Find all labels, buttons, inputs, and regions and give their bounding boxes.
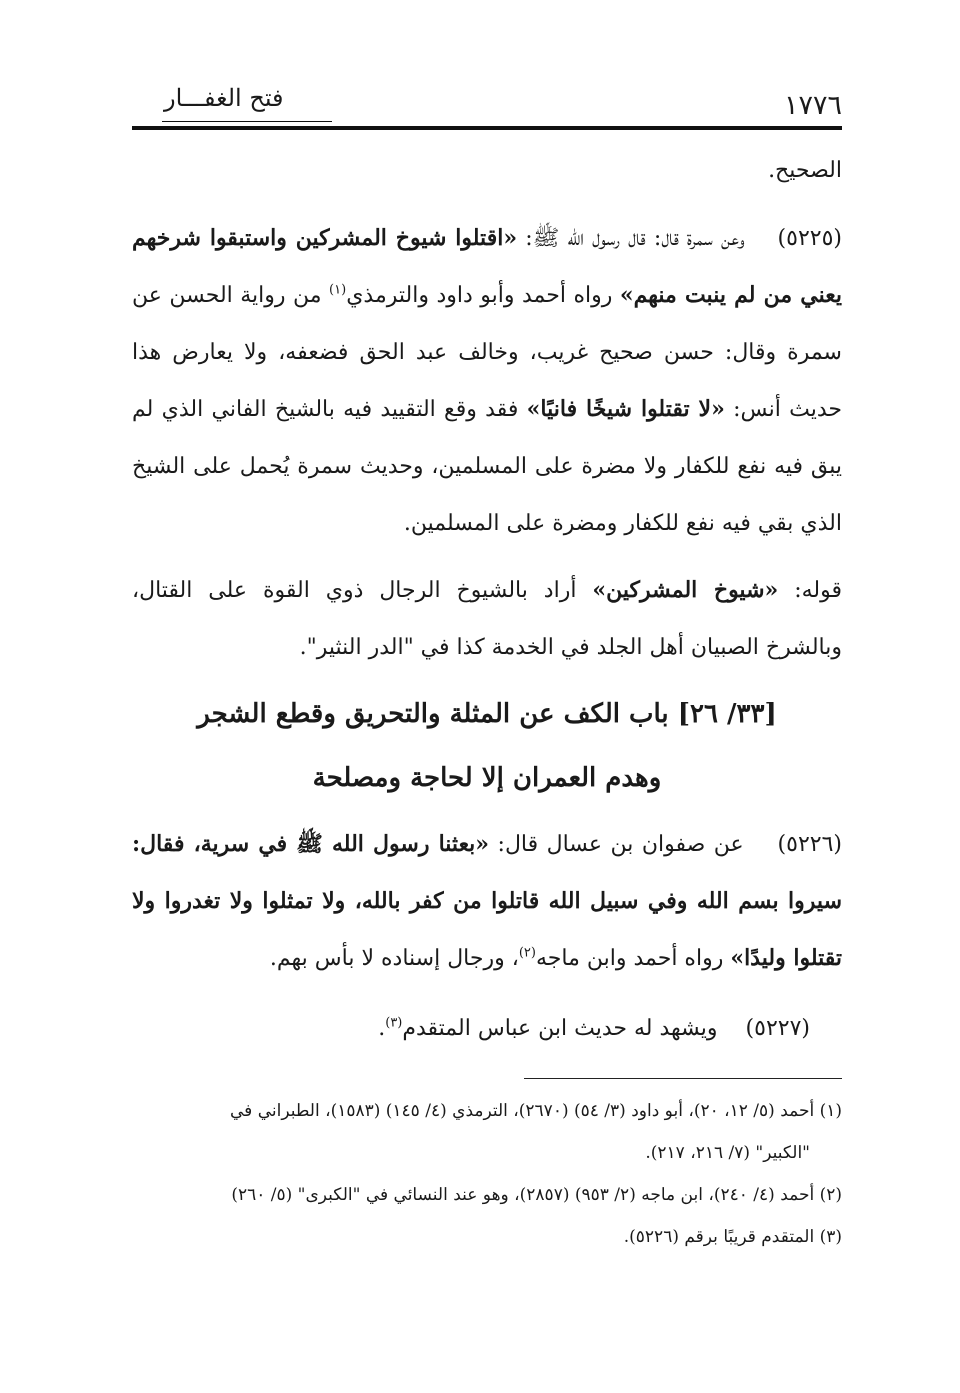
hadith-text-anas: «لا تقتلوا شيخًا فانيًا» — [526, 396, 725, 422]
running-title: فتح الغفـــار — [164, 84, 284, 112]
page-number: ١٧٧٦ — [783, 90, 842, 121]
commentary-text: أراد بالشيوخ الرجال ذوي القوة على القتال، وبالشرخ الصبيان أهل الجلد في الخدمة كذا في "الدر النثير". — [132, 578, 842, 660]
hadith-5226 — [132, 816, 842, 987]
chapter-heading — [132, 682, 842, 810]
chapter-heading-line-2: وهدم العمران إلا لحاجة ومصلحة — [312, 763, 662, 793]
hadith-intro: وعن سمرة قال: قال رسول الله ﷺ: — [517, 226, 745, 251]
commentary-paragraph — [132, 562, 842, 676]
hadith-source: رواه أحمد وابن ماجه — [535, 946, 731, 971]
paragraph-text: الصحيح. — [768, 158, 842, 183]
hadith-commentary-end: فقد وقع التقييد فيه بالشيخ الفاني الذي لم يبق فيه نفع للكفار ولا مضرة على المسلمين، وحديث سمرة يُحمل على الشيخ الذي بقي فيه نفع للكفار ومضرة على المسلمين. — [132, 397, 842, 536]
footnote-ref-1[interactable]: (١) — [329, 282, 347, 298]
footnote-1-continuation: "الكبير" (٧/ ٢١٦، ٢١٧). — [645, 1143, 810, 1163]
hadith-commentary: من رواية الحسن عن سمرة وقال: حسن صحيح غريب، وخالف عبد الحق فضعفه، ولا يعارض هذا حديث أنس: — [132, 283, 842, 422]
hadith-number: (٥٢٢٥) — [777, 226, 842, 251]
hadith-text: «اقتلوا شيوخ المشركين واستبقوا شرخهم يعني من لم ينبت منهم» — [132, 225, 843, 308]
commentary-quote: «شيوخ المشركين» — [592, 577, 779, 603]
hadith-5227 — [132, 1000, 842, 1057]
commentary-intro: قوله: — [778, 578, 842, 603]
header-rule — [132, 126, 842, 130]
footnote-ref-2[interactable]: (٢) — [518, 945, 536, 961]
paragraph-continuation — [132, 142, 842, 199]
hadith-5225 — [132, 210, 842, 552]
hadith-text: «بعثنا رسول الله ﷺ في سرية، فقال: سيروا بسم الله وفي سبيل الله قاتلوا من كفر بالله، ولا تمثلوا ولا تغدروا ولا تقتلوا وليدًا» — [132, 831, 842, 971]
footnote-1: (١) أحمد (٥/ ١٢، ٢٠)، أبو داود (٣/ ٥٤) (٢٦٧٠)، الترمذي (٤/ ١٤٥) (١٥٨٣)، الطبراني في — [230, 1101, 842, 1121]
title-underline — [162, 121, 332, 122]
hadith-intro: عن صفوان بن عسال قال: — [489, 832, 744, 857]
running-header — [132, 84, 842, 128]
footnote-ref-3[interactable]: (٣) — [385, 1015, 403, 1031]
sentence-end: . — [378, 1016, 386, 1041]
hadith-number: (٥٢٢٦) — [777, 832, 842, 857]
chapter-heading-line-1: [٣٣/ ٢٦] باب الكف عن المثلة والتحريق وقطع الشجر — [197, 699, 777, 729]
hadith-text: ويشهد له حديث ابن عباس المتقدم — [402, 1016, 718, 1041]
footnotes — [132, 1090, 842, 1258]
hadith-number: (٥٢٢٧) — [745, 1016, 810, 1041]
footnote-3: (٣) المتقدم قريبًا برقم (٥٢٢٦). — [623, 1227, 842, 1247]
hadith-source: رواه أحمد وأبو داود والترمذي — [346, 283, 620, 308]
footnote-2: (٢) أحمد (٤/ ٢٤٠)، ابن ماجه (٢/ ٩٥٣) (٢٨٥٧)، وهو عند النسائي في "الكبرى" (٥/ ٢٦٠) — [231, 1185, 842, 1205]
footnote-separator — [524, 1078, 842, 1079]
hadith-commentary: ، ورجال إسناده لا بأس بهم. — [269, 946, 519, 971]
